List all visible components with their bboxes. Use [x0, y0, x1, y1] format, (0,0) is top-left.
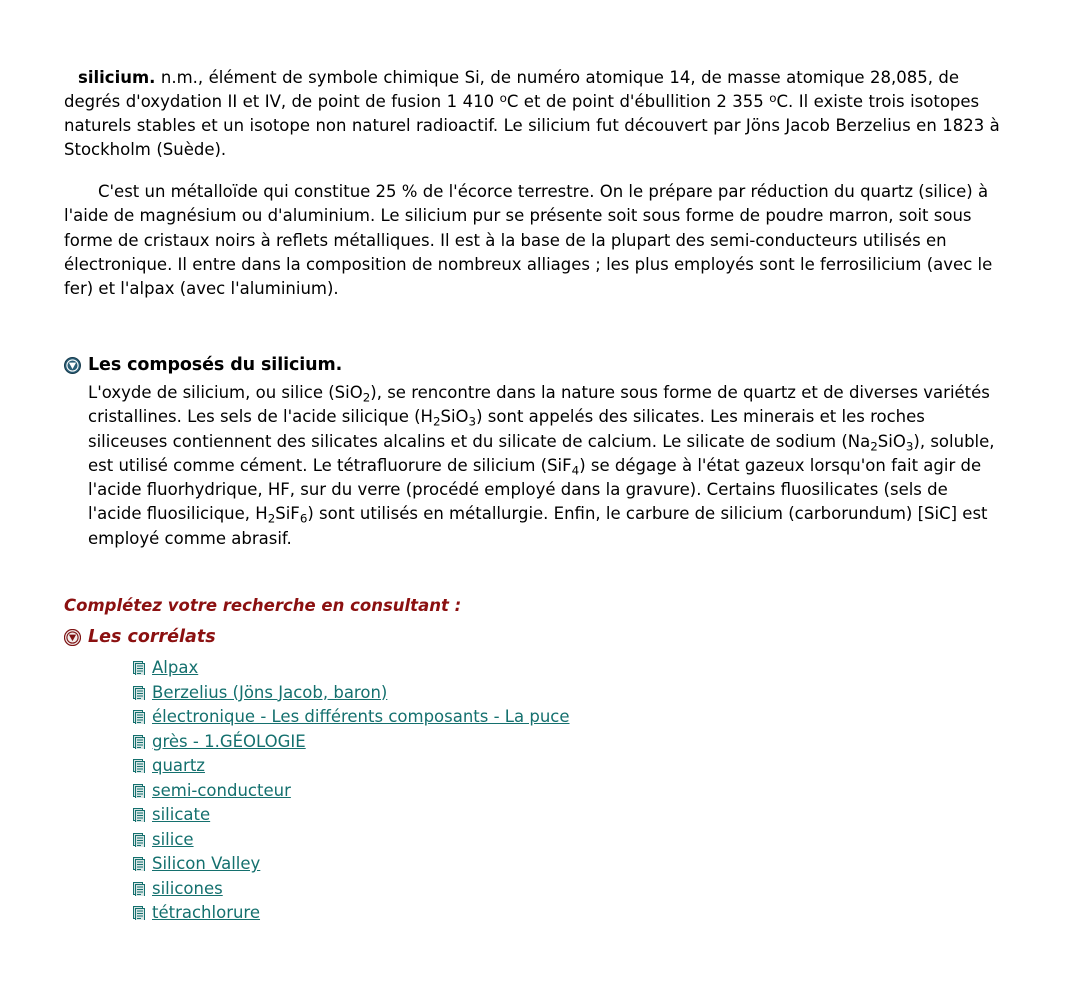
sec-text-4: ) sont appelés des silicates. Les minerais et les roches siliceuses contiennent des silicates alcalins et du silicate de calcium. Le silicate de sodium (Na	[88, 407, 925, 451]
list-item[interactable]	[133, 803, 570, 828]
list-item[interactable]	[133, 779, 570, 804]
definition-block	[64, 66, 1012, 162]
correlat-link[interactable]: électronique - Les différents composants - La puce	[152, 707, 570, 727]
complete-research-label: Complétez votre recherche en consultant :	[64, 596, 462, 615]
sec-text-8: SiF	[275, 504, 300, 524]
document-icon	[133, 857, 146, 871]
sec-text-5: SiO	[877, 431, 906, 451]
correlat-link[interactable]: Silicon Valley	[152, 854, 261, 874]
sec-text-2: ), se rencontre dans la nature sous forme de quartz et de diverses variétés cristallines. Les sels de l'acide silicique (H	[88, 383, 990, 427]
correlats-list	[133, 656, 570, 926]
definition-text-3: C. Il existe trois isotopes naturels stables et un isotope non naturel radioactif. Le silicium fut découvert par Jöns Jacob Berzelius en 1823 à Stockholm (Suède).	[64, 92, 1000, 160]
correlats-title: Les corrélats	[88, 627, 216, 647]
list-item[interactable]	[133, 852, 570, 877]
correlat-link[interactable]: quartz	[152, 756, 205, 776]
document-icon	[133, 710, 146, 724]
headword: silicium.	[78, 68, 156, 87]
sub-7: 2	[267, 511, 276, 526]
correlat-link[interactable]: tétrachlorure	[152, 903, 261, 923]
correlats-heading	[64, 627, 216, 647]
document-icon	[133, 661, 146, 675]
section-heading	[64, 355, 342, 375]
sub-5: 3	[905, 438, 914, 453]
sec-text-1: L'oxyde de silicium, ou silice (SiO	[88, 383, 363, 402]
document-icon	[133, 686, 146, 700]
section-title: Les composés du silicium.	[88, 355, 343, 375]
sub-6: 4	[571, 463, 580, 478]
list-item[interactable]	[133, 754, 570, 779]
sub-1: 2	[362, 390, 371, 405]
document-icon	[133, 784, 146, 798]
correlat-link[interactable]: Berzelius (Jöns Jacob, baron)	[152, 682, 388, 702]
definition-paragraph	[64, 66, 1012, 162]
correlat-link[interactable]: Alpax	[152, 658, 199, 677]
degree-symbol-2: o	[769, 91, 777, 106]
sec-text-3: SiO	[440, 407, 469, 427]
sec-text-9: ) sont utilisés en métallurgie. Enfin, le carbure de silicium (carborundum) [SiC] est employé comme abrasif.	[88, 504, 988, 548]
list-item[interactable]	[133, 730, 570, 755]
document-icon	[133, 735, 146, 749]
degree-symbol-1: o	[499, 91, 507, 106]
correlat-link[interactable]: silicate	[152, 805, 211, 825]
document-icon	[133, 808, 146, 822]
definition-text-2: C et de point d'ébullition 2 355	[506, 92, 770, 112]
description-paragraph: C'est un métalloïde qui constitue 25 % de l'écorce terrestre. On le prépare par réduction du quartz (silice) à l'aide de magnésium ou d'aluminium. Le silicium pur se présente soit sous forme de poudre marron, soit sous forme de cristaux noirs à reflets métalliques. Il est à la base de la plupart des semi-conducteurs utilisés en électronique. Il entre dans la composition de nombreux alliages ; les plus employés sont le ferrosilicium (avec le fer) et l'alpax (avec l'aluminium).	[64, 182, 993, 299]
document-icon	[133, 882, 146, 896]
sub-4: 2	[870, 438, 878, 453]
document-icon	[133, 759, 146, 773]
document-icon	[133, 906, 146, 920]
list-item[interactable]	[133, 705, 570, 730]
list-item[interactable]	[133, 877, 570, 902]
sub-2: 2	[432, 414, 441, 429]
definition-text-1: n.m., élément de symbole chimique Si, de numéro atomique 14, de masse atomique 28,085, de degrés d'oxydation II et IV, de point de fusion 1 410	[64, 68, 960, 112]
sub-8: 6	[299, 511, 308, 526]
sub-3: 3	[468, 414, 477, 429]
list-item[interactable]	[133, 828, 570, 853]
down-triangle-disc-icon[interactable]	[64, 357, 81, 374]
sec-text-6: ), soluble, est utilisé comme cément. Le tétrafluorure de silicium (SiF	[88, 431, 995, 475]
list-item[interactable]	[133, 901, 570, 926]
correlat-link[interactable]: grès - 1.GÉOLOGIE	[152, 731, 306, 751]
correlat-link[interactable]: semi-conducteur	[152, 780, 291, 800]
down-triangle-disc-red-icon[interactable]	[64, 629, 81, 646]
sec-text-7: ) se dégage à l'état gazeux lorsqu'on fait agir de l'acide fluorhydrique, HF, sur du verre (procédé employé dans la gravure). Certains fluosilicates (sels de l'acide fluosilicique, H	[88, 455, 982, 524]
correlat-link[interactable]: silicones	[152, 878, 223, 898]
section-body-paragraph	[88, 381, 1003, 551]
document-icon	[133, 833, 146, 847]
list-item[interactable]	[133, 681, 570, 706]
correlat-link[interactable]: silice	[152, 829, 194, 849]
list-item[interactable]	[133, 656, 570, 681]
